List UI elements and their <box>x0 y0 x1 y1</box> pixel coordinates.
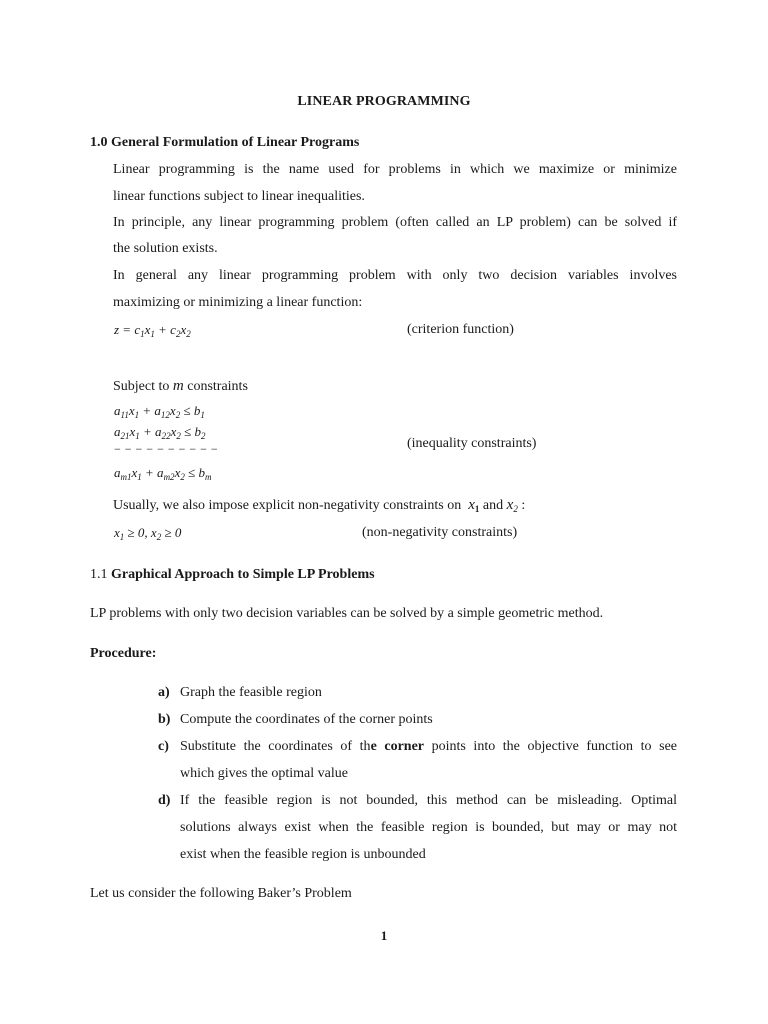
paragraph-3-line-1: In general any linear programming problem with only two decision variables involves <box>113 268 677 283</box>
list-item-text: If the feasible region is not bounded, this method can be misleading. Optimal <box>180 793 677 808</box>
closing-text: Let us consider the following Baker’s Problem <box>90 886 352 901</box>
list-item-text-part: points into the objective function to see <box>424 739 677 754</box>
section-heading-1-1-title: Graphical Approach to Simple LP Problems <box>111 567 375 582</box>
list-item-label: d) <box>158 793 171 808</box>
subject-to-post: constraints <box>187 379 248 394</box>
paragraph-2-line-1: In principle, any linear programming problem (often called an LP problem) can be solved if <box>113 215 677 230</box>
list-item-label: b) <box>158 712 171 727</box>
constraint-1: $a_{11}x_1 + a_{12}x_2 \le b_1$ <box>114 403 205 420</box>
nonneg-label: (non-negativity constraints) <box>362 525 518 540</box>
paragraph-2-line-2: the solution exists. <box>113 241 218 256</box>
list-item-label: c) <box>158 739 169 754</box>
criterion-label: (criterion function) <box>407 322 514 337</box>
paragraph-3-line-2: maximizing or minimizing a linear function: <box>113 295 363 310</box>
list-item-text <box>180 739 677 755</box>
constraint-2: $a_{21}x_1 + a_{22}x_2 \le b_2$ <box>114 424 206 441</box>
paragraph-1-line-1: Linear programming is the name used for problems in which we maximize or minimize <box>113 162 677 177</box>
list-item-text: Graph the feasible region <box>180 685 322 700</box>
list-item-text: which gives the optimal value <box>180 766 348 781</box>
section-1-1-intro: LP problems with only two decision variables can be solved by a simple geometric method. <box>90 606 604 621</box>
inequality-label: (inequality constraints) <box>407 436 537 451</box>
section-heading-1-1-number: 1.1 <box>90 567 108 582</box>
list-item-text-emphasis: e corner <box>370 739 425 754</box>
section-heading-1-0: 1.0 General Formulation of Linear Programs <box>90 135 360 150</box>
constraint-m: $a_{m1}x_1 + a_{m2}x_2 \le b_m$ <box>114 465 212 482</box>
nonneg-text <box>113 497 525 514</box>
criterion-equation: $z = c_1x_1 + c_2x_2$ <box>114 322 191 339</box>
paragraph-1-line-2: linear functions subject to linear inequalities. <box>113 189 365 204</box>
x1-variable: $x_1$ <box>468 497 480 514</box>
section-heading-1-1 <box>90 567 375 583</box>
constraint-dashes: − − − − − − − − − − <box>114 442 219 456</box>
subject-to-var: m <box>172 378 184 394</box>
page-title: LINEAR PROGRAMMING <box>297 94 471 109</box>
list-item-label: a) <box>158 685 170 700</box>
subject-to-pre: Subject to <box>113 379 170 394</box>
nonneg-text-pre: Usually, we also impose explicit non-negativity constraints on <box>113 498 462 513</box>
list-item-text: exist when the feasible region is unbounded <box>180 847 426 862</box>
subject-to-line <box>113 378 248 395</box>
list-item-text-part: Substitute the coordinates of th <box>180 739 371 754</box>
page-number: 1 <box>380 928 388 943</box>
procedure-label: Procedure: <box>90 646 157 661</box>
list-item-text: solutions always exist when the feasible region is bounded, but may or may not <box>180 820 677 835</box>
nonneg-text-post: : <box>521 498 526 513</box>
x2-variable: $x_2$ <box>506 497 518 514</box>
nonneg-text-and: and <box>482 498 504 513</box>
nonneg-equation: $x_1 \ge 0$, $x_2 \ge 0$ <box>114 525 182 542</box>
list-item-text: Compute the coordinates of the corner points <box>180 712 433 727</box>
